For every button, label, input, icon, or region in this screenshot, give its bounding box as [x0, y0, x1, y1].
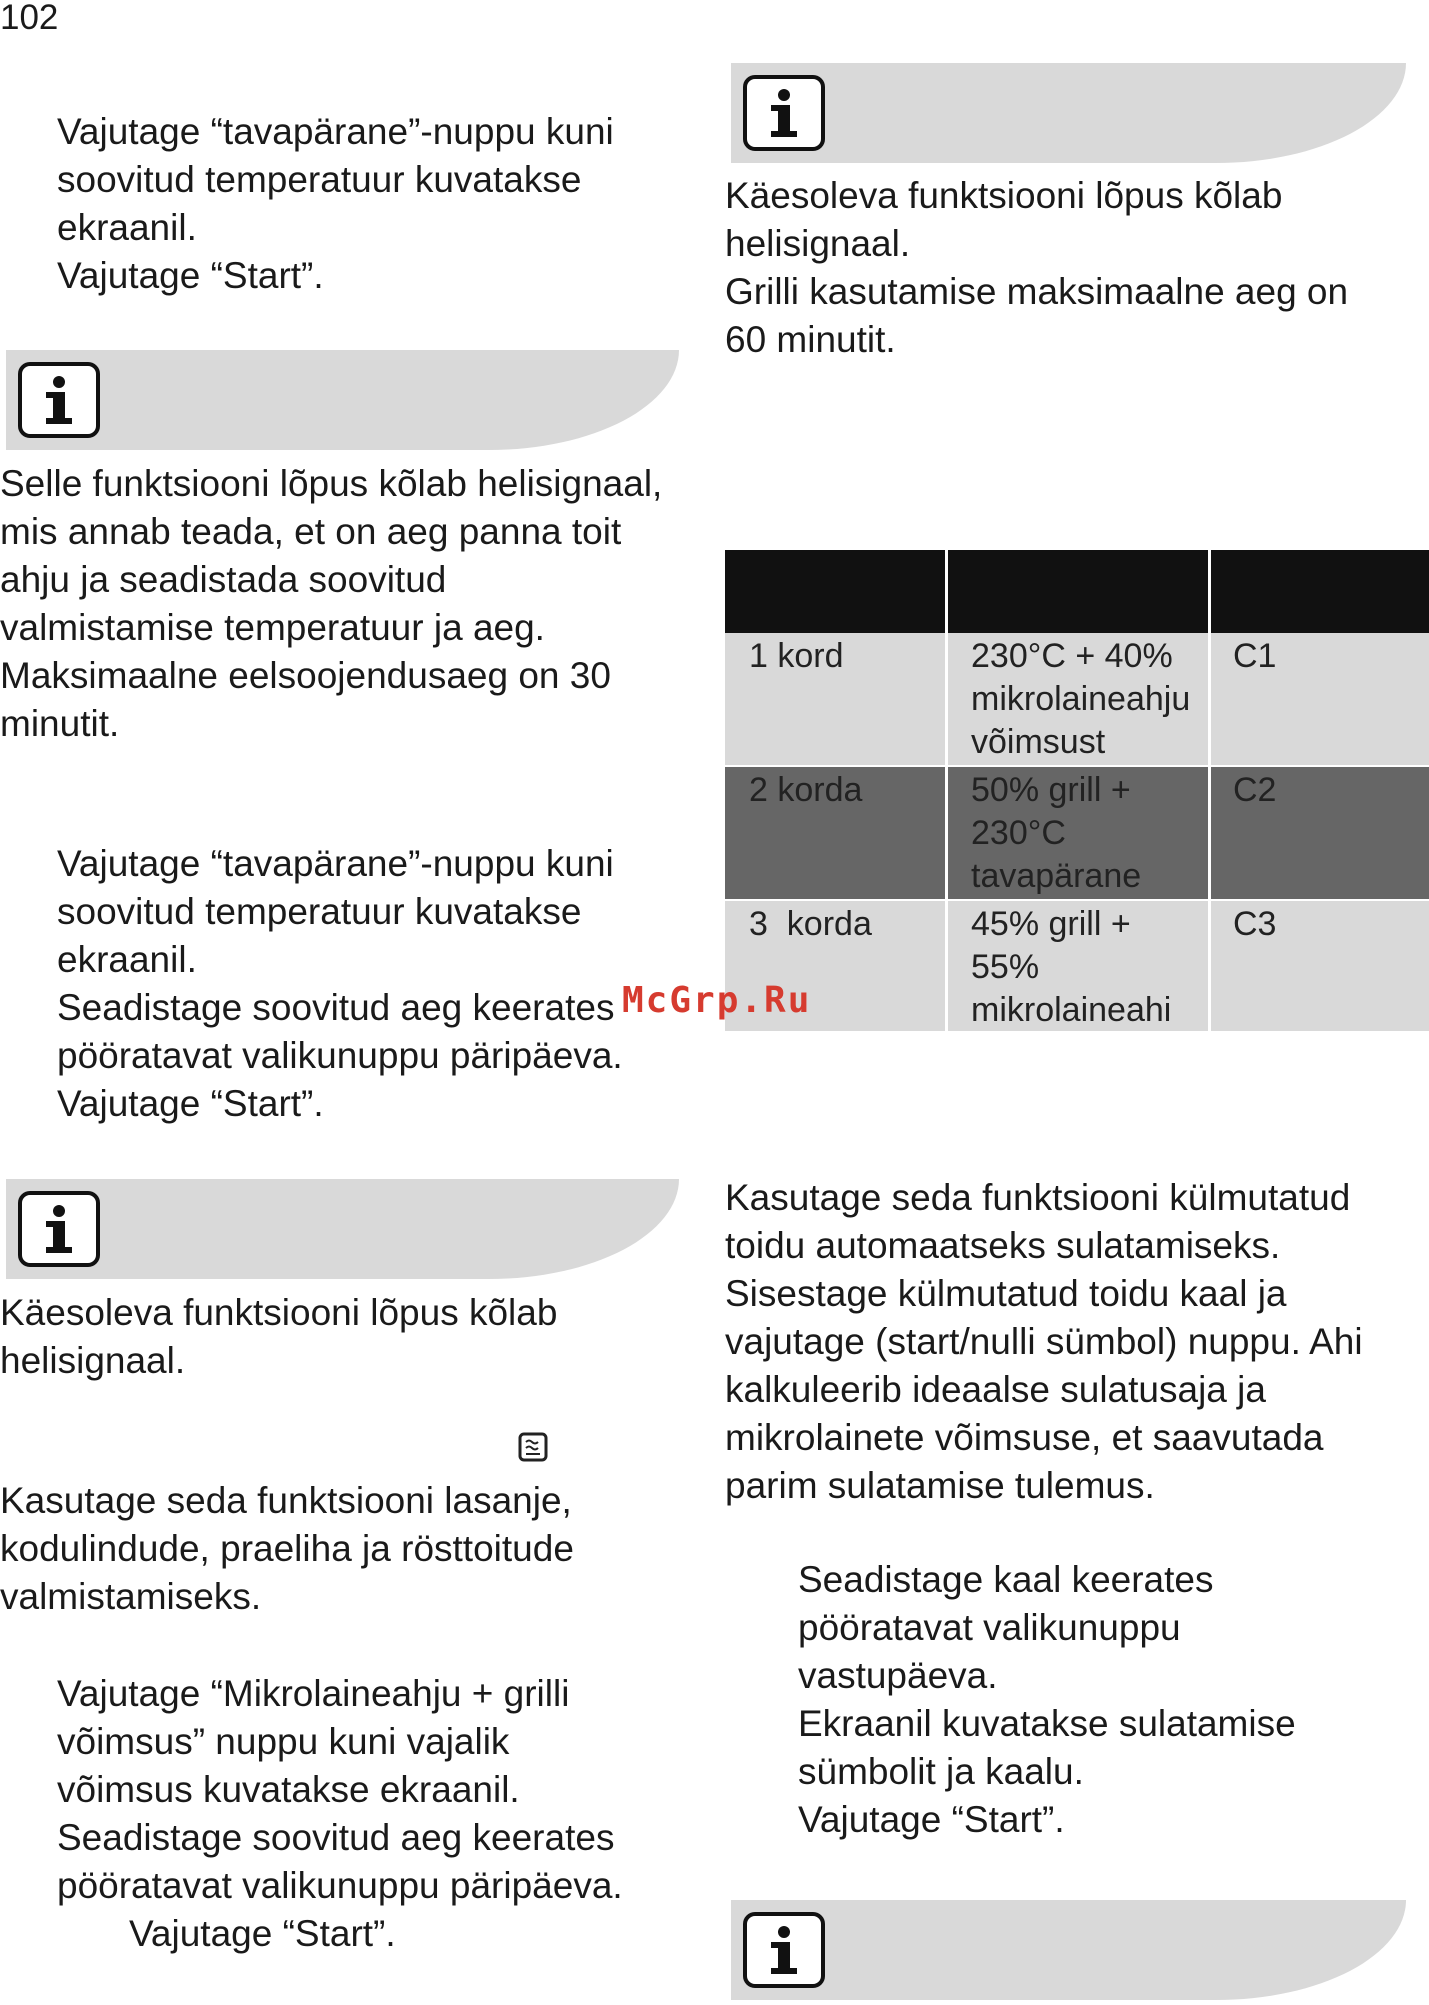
cell-text: mikrolaineahju [971, 680, 1191, 718]
table-cell [948, 901, 1208, 1031]
defrost-intro [725, 1174, 1363, 1510]
page-number: 102 [0, 0, 59, 37]
text-line: soovitud temperatuur kuvatakse [57, 159, 582, 200]
info-banner [731, 1900, 1406, 2000]
cell-text: tavapärane [971, 857, 1142, 895]
text-line: Sisestage külmutatud toidu kaal ja [725, 1273, 1287, 1314]
table-cell [725, 767, 945, 899]
instruction-block-1 [57, 108, 614, 300]
info-note-1 [0, 460, 662, 748]
text-line: Seadistage kaal keerates [798, 1559, 1214, 1600]
text-line: Grilli kasutamise maksimaalne aeg on [725, 271, 1349, 312]
cell-text: C2 [1233, 771, 1277, 809]
table-cell [948, 633, 1208, 765]
text-line: parim sulatamise tulemus. [725, 1465, 1155, 1506]
text-line: võimsus kuvatakse ekraanil. [57, 1769, 520, 1810]
table-header-cell [948, 550, 1208, 633]
instruction-block-3 [57, 1670, 623, 1958]
cell-text: 2 korda [749, 771, 863, 809]
text-line: mikrolainete võimsuse, et saavutada [725, 1417, 1324, 1458]
combi-settings-table [725, 550, 1429, 1031]
text-line: Vajutage “tavapärane”-nuppu kuni [57, 843, 614, 884]
text-line: Vajutage “tavapärane”-nuppu kuni [57, 111, 614, 152]
text-line: soovitud temperatuur kuvatakse [57, 891, 582, 932]
info-note-2 [0, 1289, 557, 1385]
text-line: ekraanil. [57, 207, 197, 248]
text-line: Kasutage seda funktsiooni külmutatud [725, 1177, 1351, 1218]
text-line: ahju ja seadistada soovitud [0, 559, 447, 600]
text-line: valmistamiseks. [0, 1576, 262, 1617]
info-banner [731, 63, 1406, 163]
info-icon [18, 1191, 100, 1267]
cell-text: 1 kord [749, 637, 844, 675]
table-row [725, 633, 1429, 765]
info-icon [743, 1912, 825, 1988]
info-note-3 [725, 172, 1348, 364]
text-line: võimsus” nuppu kuni vajalik [57, 1721, 510, 1762]
watermark: McGrp.Ru [622, 980, 812, 1021]
text-line: pööratavat valikunuppu päripäeva. [57, 1035, 623, 1076]
table-cell [725, 633, 945, 765]
text-line: minutit. [0, 703, 120, 744]
table-cell [948, 767, 1208, 899]
text-line: sümbolit ja kaalu. [798, 1751, 1084, 1792]
text-line: Kasutage seda funktsiooni lasanje, [0, 1480, 572, 1521]
text-line: Vajutage “Start”. [798, 1799, 1065, 1840]
table-header-row [725, 550, 1429, 633]
microwave-grill-icon [518, 1432, 548, 1462]
table-cell [1211, 901, 1429, 1031]
cell-text: võimsust [971, 723, 1106, 761]
text-line: Vajutage “Start”. [129, 1913, 396, 1954]
table-header-cell [1211, 550, 1429, 633]
text-line: Selle funktsiooni lõpus kõlab helisignaal, [0, 463, 663, 504]
cell-text: 50% grill + [971, 771, 1131, 809]
cell-text: mikrolaineahi [971, 991, 1172, 1029]
text-line: kodulindude, praeliha ja rösttoitude [0, 1528, 574, 1569]
text-line: Ekraanil kuvatakse sulatamise [798, 1703, 1296, 1744]
instruction-block-2 [57, 840, 623, 1128]
cell-text: 230°C + 40% [971, 637, 1173, 675]
text-line: Maksimaalne eelsoojendusaeg on 30 [0, 655, 611, 696]
text-line: Vajutage “Start”. [57, 1083, 324, 1124]
text-line: 60 minutit. [725, 319, 896, 360]
cell-text: C3 [1233, 905, 1277, 943]
cell-text: 55% [971, 948, 1040, 986]
info-banner [6, 1179, 679, 1279]
text-line: Käesoleva funktsiooni lõpus kõlab [0, 1292, 558, 1333]
text-line: Seadistage soovitud aeg keerates [57, 1817, 615, 1858]
combo-intro [0, 1477, 574, 1621]
instruction-block-4 [798, 1556, 1296, 1844]
info-icon [743, 75, 825, 151]
text-line: Käesoleva funktsiooni lõpus kõlab [725, 175, 1283, 216]
table-cell [1211, 767, 1429, 899]
cell-text: 45% grill + [971, 905, 1131, 943]
text-line: helisignaal. [725, 223, 911, 264]
text-line: kalkuleerib ideaalse sulatusaja ja [725, 1369, 1266, 1410]
text-line: ekraanil. [57, 939, 197, 980]
cell-text: 230°C [971, 814, 1066, 852]
table-row [725, 901, 1429, 1031]
text-line: Vajutage “Mikrolaineahju + grilli [57, 1673, 570, 1714]
info-icon [18, 362, 100, 438]
text-line: mis annab teada, et on aeg panna toit [0, 511, 622, 552]
table-header-cell [725, 550, 945, 633]
text-line: helisignaal. [0, 1340, 186, 1381]
text-line: pööratavat valikunuppu [798, 1607, 1181, 1648]
table-row [725, 767, 1429, 899]
text-line: valmistamise temperatuur ja aeg. [0, 607, 545, 648]
text-line: vastupäeva. [798, 1655, 998, 1696]
text-line: pööratavat valikunuppu päripäeva. [57, 1865, 623, 1906]
text-line: vajutage (start/nulli sümbol) nuppu. Ahi [725, 1321, 1363, 1362]
table-cell [1211, 633, 1429, 765]
text-line: toidu automaatseks sulatamiseks. [725, 1225, 1281, 1266]
cell-text: C1 [1233, 637, 1277, 675]
text-line: Seadistage soovitud aeg keerates [57, 987, 615, 1028]
text-line: Vajutage “Start”. [57, 255, 324, 296]
cell-text: 3 korda [749, 905, 872, 943]
info-banner [6, 350, 679, 450]
